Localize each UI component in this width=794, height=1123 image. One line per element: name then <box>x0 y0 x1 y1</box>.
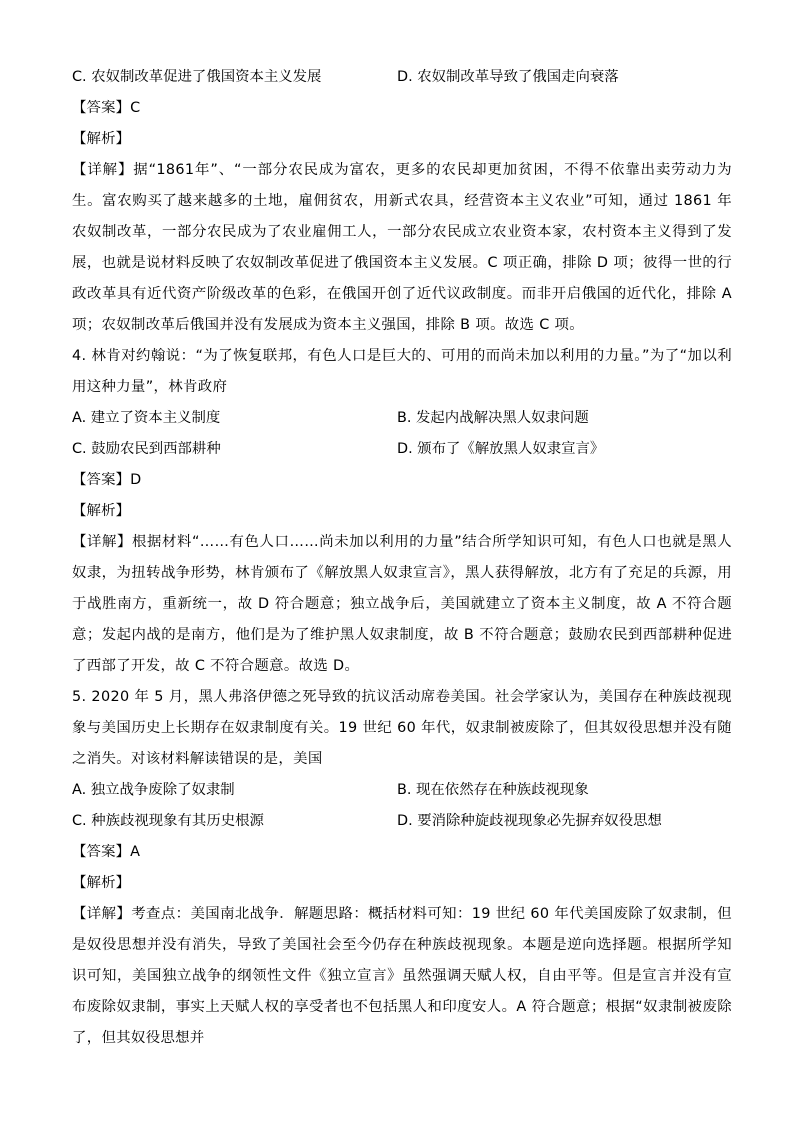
answer-label: 【答案】 <box>72 100 131 116</box>
q5-options-ab <box>72 775 732 806</box>
q3-detail <box>72 155 732 341</box>
q4-stem: 4. 林肯对约翰说：“为了恢复联邦，有色人口是巨大的、可用的而尚未加以利用的力量。”为了“加以利用这种力量”，林肯政府 <box>72 348 732 395</box>
detail-text: 根据材料“……有色人口……尚未加以利用的力量”结合所学知识可知，有色人口也就是黑人奴隶，为扭转战争形势，林肯颁布了《解放黑人奴隶宣言》，黑人获得解放，北方有了充足的兵源，用于战胜南方，重新统一，故 D 符合题意；独立战争后，美国就建立了资本主义制度，故 A 不符合题意；发起内战的是南方，他们是为了维护黑人奴隶制度，故 B 不符合题意；鼓励农民到西部耕种促进了西部了开发，故 C 不符合题意。故选 D。 <box>72 534 733 674</box>
q5-options-cd <box>72 806 732 837</box>
q5-stem: 5. 2020 年 5 月，黑人弗洛伊德之死导致的抗议活动席卷美国。社会学家认为，美国存在种族歧视现象与美国历史上长期存在奴隶制度有关。19 世纪 60 年代，奴隶制被废除了，但其奴役思想并没有随之消失。对该材料解读错误的是，美国 <box>72 689 732 767</box>
detail-text: 据“1861年”、“一部分农民成为富农，更多的农民却更加贫困，不得不依靠出卖劳动力为生。富农购买了越来越多的土地，雇佣贫农，用新式农具，经营资本主义农业”可知，通过 1861 年农奴制改革，一部分农民成为了农业雇佣工人，一部分农民成立农业资本家，农村资本主义得到了发展，也就是说材料反映了农奴制改革促进了俄国资本主义发展。C 项正确，排除 D 项；彼得一世的行政改革具有近代资产阶级改革的色彩，在俄国开创了近代议政制度。而非开启俄国的近代化，排除 A 项；农奴制改革后俄国并没有发展成为资本主义强国，排除 B 项。故选 C 项。 <box>72 162 732 333</box>
q4-options-ab <box>72 403 732 434</box>
q5-option-c: C. 种族歧视现象有其历史根源 <box>72 813 264 829</box>
q4-option-d: D. 颁布了《解放黑人奴隶宣言》 <box>397 441 605 457</box>
q4-option-c: C. 鼓励农民到西部耕种 <box>72 441 221 457</box>
answer-value: D <box>130 472 142 488</box>
answer-value: C <box>130 100 141 116</box>
q3-answer <box>72 93 732 124</box>
q5-analysis-heading: 【解析】 <box>72 875 131 891</box>
detail-text: 考查点：美国南北战争．解题思路：概括材料可知：19 世纪 60 年代美国废除了奴隶制，但是奴役思想并没有消失，导致了美国社会至今仍存在种族歧视现象。本题是逆向选择题。根据所学知识可知，美国独立战争的纲领性文件《独立宣言》虽然强调天赋人权，自由平等。但是宣言并没有宣布废除奴隶制，事实上天赋人权的享受者也不包括黑人和印度安人。A 符合题意；根据“奴隶制被废除了，但其奴役思想并 <box>72 906 733 1046</box>
answer-label: 【答案】 <box>72 844 131 860</box>
q4-option-b: B. 发起内战解决黑人奴隶问题 <box>397 410 589 426</box>
answer-value: A <box>130 844 141 860</box>
q5-option-a: A. 独立战争废除了奴隶制 <box>72 782 235 798</box>
q3-option-c: C. 农奴制改革促进了俄国资本主义发展 <box>72 69 322 85</box>
q5-option-d: D. 要消除种旋歧视现象必先摒弃奴役思想 <box>397 813 662 829</box>
q5-detail <box>72 899 732 1054</box>
q4-analysis-heading: 【解析】 <box>72 503 131 519</box>
q3-option-d: D. 农奴制改革导致了俄国走向衰落 <box>397 69 619 85</box>
q5-option-b: B. 现在依然存在种族歧视现象 <box>397 782 589 798</box>
detail-label: 【详解】 <box>72 162 134 178</box>
q4-detail <box>72 527 732 682</box>
answer-label: 【答案】 <box>72 472 131 488</box>
detail-label: 【详解】 <box>72 534 132 550</box>
q4-answer <box>72 465 732 496</box>
q5-answer <box>72 837 732 868</box>
document-page <box>72 62 732 1054</box>
q3-analysis-heading: 【解析】 <box>72 131 131 147</box>
q4-option-a: A. 建立了资本主义制度 <box>72 410 221 426</box>
q3-options-cd <box>72 62 732 93</box>
q4-options-cd <box>72 434 732 465</box>
detail-label: 【详解】 <box>72 906 132 922</box>
